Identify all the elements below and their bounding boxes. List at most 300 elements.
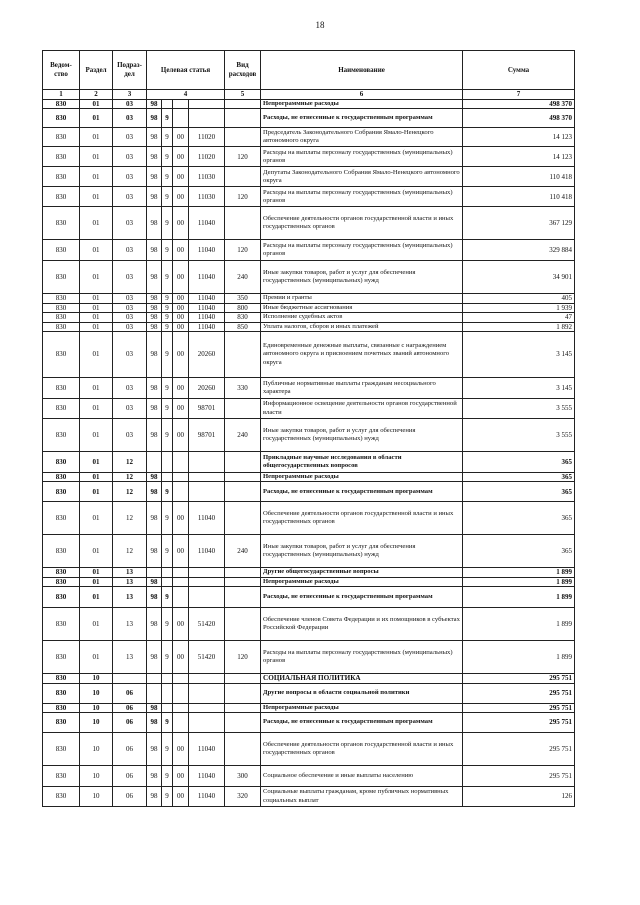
cell-program: 98 xyxy=(147,641,162,674)
cell-direction xyxy=(173,452,189,473)
cell-program: 98 xyxy=(147,100,162,109)
cell-subsection: 13 xyxy=(113,577,147,586)
cell-subprogram: 9 xyxy=(162,128,173,147)
cell-direction: 00 xyxy=(173,167,189,187)
col-number: 5 xyxy=(225,90,261,100)
cell-subprogram: 9 xyxy=(162,399,173,419)
cell-exp-type: 850 xyxy=(225,322,261,331)
cell-target-code: 20260 xyxy=(189,378,225,399)
cell-exp-type xyxy=(225,713,261,733)
cell-dept: 830 xyxy=(43,240,80,261)
cell-subprogram: 9 xyxy=(162,303,173,312)
cell-sum: 1 899 xyxy=(463,608,575,641)
cell-direction: 00 xyxy=(173,608,189,641)
cell-exp-type: 830 xyxy=(225,313,261,322)
cell-direction: 00 xyxy=(173,240,189,261)
cell-exp-type: 240 xyxy=(225,261,261,294)
cell-exp-type xyxy=(225,452,261,473)
cell-section: 01 xyxy=(80,608,113,641)
cell-program: 98 xyxy=(147,128,162,147)
cell-name: Уплата налогов, сборов и иных платежей xyxy=(261,322,463,331)
cell-sum: 498 370 xyxy=(463,109,575,128)
table-row xyxy=(43,167,575,187)
table-row xyxy=(43,187,575,207)
cell-sum: 126 xyxy=(463,787,575,807)
cell-target-code xyxy=(189,473,225,482)
cell-exp-type xyxy=(225,608,261,641)
cell-target-code: 11040 xyxy=(189,294,225,303)
cell-dept: 830 xyxy=(43,332,80,378)
cell-subsection: 13 xyxy=(113,568,147,577)
cell-sum: 14 123 xyxy=(463,147,575,167)
cell-exp-type xyxy=(225,100,261,109)
cell-dept: 830 xyxy=(43,674,80,683)
table-row xyxy=(43,109,575,128)
cell-target-code: 11040 xyxy=(189,261,225,294)
cell-name: Иные закупки товаров, работ и услуг для обеспечения государственных (муниципальных) нужд xyxy=(261,535,463,568)
cell-target-code: 51420 xyxy=(189,608,225,641)
cell-dept: 830 xyxy=(43,378,80,399)
cell-program xyxy=(147,674,162,683)
cell-dept: 830 xyxy=(43,608,80,641)
cell-program xyxy=(147,683,162,703)
cell-name: Расходы, не отнесенные к государственным программам xyxy=(261,713,463,733)
cell-sum: 1 899 xyxy=(463,577,575,586)
cell-sum: 1 939 xyxy=(463,303,575,312)
cell-target-code: 11020 xyxy=(189,147,225,167)
cell-target-code: 11040 xyxy=(189,787,225,807)
table-row xyxy=(43,100,575,109)
cell-section: 01 xyxy=(80,128,113,147)
cell-name: Иные закупки товаров, работ и услуг для обеспечения государственных (муниципальных) нужд xyxy=(261,261,463,294)
cell-subprogram: 9 xyxy=(162,207,173,240)
table-row xyxy=(43,713,575,733)
table-row xyxy=(43,587,575,608)
cell-subprogram: 9 xyxy=(162,261,173,294)
cell-subsection: 06 xyxy=(113,683,147,703)
col-number: 6 xyxy=(261,90,463,100)
cell-subprogram: 9 xyxy=(162,378,173,399)
cell-program: 98 xyxy=(147,303,162,312)
cell-subprogram: 9 xyxy=(162,109,173,128)
cell-dept: 830 xyxy=(43,128,80,147)
cell-program: 98 xyxy=(147,703,162,712)
header-section: Раздел xyxy=(80,51,113,90)
cell-name: Расходы, не отнесенные к государственным программам xyxy=(261,482,463,502)
cell-name: Расходы на выплаты персоналу государственных (муниципальных) органов xyxy=(261,641,463,674)
cell-subsection: 03 xyxy=(113,128,147,147)
cell-subprogram: 9 xyxy=(162,167,173,187)
cell-direction: 00 xyxy=(173,147,189,167)
cell-subsection: 12 xyxy=(113,473,147,482)
cell-subprogram: 9 xyxy=(162,313,173,322)
cell-target-code: 11040 xyxy=(189,535,225,568)
cell-direction: 00 xyxy=(173,399,189,419)
header-target: Целевая статья xyxy=(147,51,225,90)
cell-subsection: 03 xyxy=(113,100,147,109)
cell-name: Обеспечение деятельности органов государственной власти и иных государственных органов xyxy=(261,207,463,240)
cell-subprogram: 9 xyxy=(162,240,173,261)
cell-program: 98 xyxy=(147,787,162,807)
cell-subprogram xyxy=(162,683,173,703)
table-row xyxy=(43,502,575,535)
cell-dept: 830 xyxy=(43,713,80,733)
cell-exp-type xyxy=(225,207,261,240)
cell-section: 01 xyxy=(80,294,113,303)
cell-dept: 830 xyxy=(43,109,80,128)
cell-subsection: 03 xyxy=(113,419,147,452)
cell-subprogram: 9 xyxy=(162,332,173,378)
table-row xyxy=(43,294,575,303)
cell-target-code: 51420 xyxy=(189,641,225,674)
cell-sum: 1 899 xyxy=(463,641,575,674)
header-exp-type: Вид расходов xyxy=(225,51,261,90)
cell-target-code: 11040 xyxy=(189,240,225,261)
cell-name: Информационное освещение деятельности органов государственной власти xyxy=(261,399,463,419)
cell-exp-type xyxy=(225,482,261,502)
cell-section: 01 xyxy=(80,482,113,502)
cell-direction: 00 xyxy=(173,207,189,240)
cell-section: 01 xyxy=(80,109,113,128)
cell-exp-type xyxy=(225,683,261,703)
table-row xyxy=(43,568,575,577)
cell-program: 98 xyxy=(147,240,162,261)
cell-dept: 830 xyxy=(43,703,80,712)
cell-name: Другие общегосударственные вопросы xyxy=(261,568,463,577)
cell-subprogram xyxy=(162,473,173,482)
table-row xyxy=(43,787,575,807)
cell-sum: 34 901 xyxy=(463,261,575,294)
cell-program: 98 xyxy=(147,294,162,303)
cell-exp-type xyxy=(225,128,261,147)
cell-direction xyxy=(173,683,189,703)
cell-dept: 830 xyxy=(43,733,80,766)
cell-program: 98 xyxy=(147,766,162,787)
cell-name: Премии и гранты xyxy=(261,294,463,303)
cell-direction: 00 xyxy=(173,187,189,207)
cell-section: 01 xyxy=(80,577,113,586)
cell-subprogram xyxy=(162,703,173,712)
cell-direction xyxy=(173,568,189,577)
cell-exp-type: 800 xyxy=(225,303,261,312)
cell-dept: 830 xyxy=(43,313,80,322)
cell-section: 10 xyxy=(80,703,113,712)
cell-program: 98 xyxy=(147,473,162,482)
cell-program: 98 xyxy=(147,378,162,399)
cell-name: Расходы на выплаты персоналу государственных (муниципальных) органов xyxy=(261,147,463,167)
table-row xyxy=(43,452,575,473)
cell-target-code xyxy=(189,100,225,109)
cell-direction: 00 xyxy=(173,378,189,399)
cell-direction: 00 xyxy=(173,641,189,674)
cell-section: 01 xyxy=(80,303,113,312)
cell-exp-type xyxy=(225,587,261,608)
cell-section: 10 xyxy=(80,787,113,807)
cell-subprogram xyxy=(162,100,173,109)
cell-target-code: 11040 xyxy=(189,766,225,787)
cell-direction: 00 xyxy=(173,294,189,303)
cell-sum: 367 129 xyxy=(463,207,575,240)
cell-subsection: 03 xyxy=(113,207,147,240)
cell-sum: 295 751 xyxy=(463,713,575,733)
cell-subsection: 03 xyxy=(113,167,147,187)
cell-name: Непрограммные расходы xyxy=(261,577,463,586)
cell-subprogram: 9 xyxy=(162,713,173,733)
cell-dept: 830 xyxy=(43,100,80,109)
cell-program: 98 xyxy=(147,261,162,294)
cell-dept: 830 xyxy=(43,766,80,787)
table-row xyxy=(43,482,575,502)
cell-target-code: 98701 xyxy=(189,419,225,452)
cell-program: 98 xyxy=(147,419,162,452)
cell-subsection: 12 xyxy=(113,535,147,568)
cell-dept: 830 xyxy=(43,419,80,452)
cell-section: 10 xyxy=(80,683,113,703)
table-row xyxy=(43,419,575,452)
cell-sum: 3 555 xyxy=(463,399,575,419)
table-row xyxy=(43,207,575,240)
cell-section: 01 xyxy=(80,399,113,419)
cell-name: Исполнение судебных актов xyxy=(261,313,463,322)
table-row xyxy=(43,683,575,703)
cell-section: 10 xyxy=(80,733,113,766)
cell-sum: 1 899 xyxy=(463,587,575,608)
cell-section: 01 xyxy=(80,100,113,109)
table-row xyxy=(43,733,575,766)
cell-section: 01 xyxy=(80,419,113,452)
cell-subprogram: 9 xyxy=(162,535,173,568)
cell-exp-type xyxy=(225,332,261,378)
cell-section: 01 xyxy=(80,207,113,240)
cell-exp-type: 120 xyxy=(225,147,261,167)
cell-subprogram: 9 xyxy=(162,641,173,674)
cell-exp-type: 120 xyxy=(225,187,261,207)
cell-program: 98 xyxy=(147,399,162,419)
cell-subprogram xyxy=(162,452,173,473)
cell-exp-type xyxy=(225,167,261,187)
cell-target-code: 11020 xyxy=(189,128,225,147)
cell-section: 01 xyxy=(80,187,113,207)
cell-program: 98 xyxy=(147,332,162,378)
cell-subprogram: 9 xyxy=(162,322,173,331)
table-row xyxy=(43,608,575,641)
cell-direction xyxy=(173,587,189,608)
cell-exp-type: 240 xyxy=(225,535,261,568)
cell-dept: 830 xyxy=(43,452,80,473)
cell-subprogram xyxy=(162,674,173,683)
table-row xyxy=(43,378,575,399)
cell-target-code xyxy=(189,713,225,733)
cell-section: 10 xyxy=(80,674,113,683)
cell-exp-type: 330 xyxy=(225,378,261,399)
table-row xyxy=(43,577,575,586)
cell-name: Непрограммные расходы xyxy=(261,100,463,109)
cell-target-code xyxy=(189,703,225,712)
cell-target-code: 11030 xyxy=(189,187,225,207)
cell-subsection: 03 xyxy=(113,147,147,167)
cell-sum: 14 123 xyxy=(463,128,575,147)
cell-program: 98 xyxy=(147,313,162,322)
cell-direction: 00 xyxy=(173,502,189,535)
cell-subsection: 06 xyxy=(113,733,147,766)
cell-program: 98 xyxy=(147,109,162,128)
cell-dept: 830 xyxy=(43,473,80,482)
cell-name: Социальные выплаты гражданам, кроме публичных нормативных социальных выплат xyxy=(261,787,463,807)
cell-dept: 830 xyxy=(43,683,80,703)
cell-program: 98 xyxy=(147,187,162,207)
cell-exp-type: 300 xyxy=(225,766,261,787)
cell-subprogram: 9 xyxy=(162,787,173,807)
cell-subsection: 12 xyxy=(113,452,147,473)
cell-subsection: 12 xyxy=(113,482,147,502)
cell-subsection: 13 xyxy=(113,608,147,641)
cell-sum: 365 xyxy=(463,473,575,482)
cell-target-code xyxy=(189,577,225,586)
budget-table xyxy=(42,50,575,807)
cell-section: 01 xyxy=(80,378,113,399)
cell-sum: 295 751 xyxy=(463,674,575,683)
cell-direction: 00 xyxy=(173,787,189,807)
cell-exp-type xyxy=(225,109,261,128)
cell-subsection xyxy=(113,674,147,683)
cell-program: 98 xyxy=(147,535,162,568)
cell-direction: 00 xyxy=(173,733,189,766)
cell-program: 98 xyxy=(147,502,162,535)
cell-sum: 295 751 xyxy=(463,733,575,766)
cell-direction xyxy=(173,109,189,128)
cell-dept: 830 xyxy=(43,167,80,187)
cell-sum: 405 xyxy=(463,294,575,303)
cell-subsection: 06 xyxy=(113,713,147,733)
cell-subprogram: 9 xyxy=(162,294,173,303)
cell-section: 01 xyxy=(80,313,113,322)
cell-dept: 830 xyxy=(43,207,80,240)
cell-section: 01 xyxy=(80,332,113,378)
cell-direction xyxy=(173,482,189,502)
cell-program: 98 xyxy=(147,322,162,331)
cell-exp-type xyxy=(225,473,261,482)
cell-subsection: 13 xyxy=(113,641,147,674)
table-row xyxy=(43,674,575,683)
cell-target-code: 11030 xyxy=(189,167,225,187)
cell-section: 10 xyxy=(80,766,113,787)
cell-name: СОЦИАЛЬНАЯ ПОЛИТИКА xyxy=(261,674,463,683)
cell-sum: 365 xyxy=(463,482,575,502)
cell-target-code xyxy=(189,568,225,577)
cell-exp-type: 120 xyxy=(225,240,261,261)
header-name: Наименование xyxy=(261,51,463,90)
cell-dept: 830 xyxy=(43,322,80,331)
cell-direction: 00 xyxy=(173,261,189,294)
cell-direction: 00 xyxy=(173,419,189,452)
cell-program: 98 xyxy=(147,577,162,586)
cell-program xyxy=(147,452,162,473)
cell-name: Расходы на выплаты персоналу государственных (муниципальных) органов xyxy=(261,240,463,261)
cell-subprogram: 9 xyxy=(162,502,173,535)
cell-section: 01 xyxy=(80,473,113,482)
table-row xyxy=(43,473,575,482)
cell-sum: 3 145 xyxy=(463,332,575,378)
cell-dept: 830 xyxy=(43,502,80,535)
cell-direction: 00 xyxy=(173,128,189,147)
cell-subsection: 06 xyxy=(113,787,147,807)
cell-dept: 830 xyxy=(43,261,80,294)
table-row xyxy=(43,261,575,294)
cell-program: 98 xyxy=(147,587,162,608)
cell-section: 01 xyxy=(80,502,113,535)
cell-subsection: 03 xyxy=(113,378,147,399)
cell-target-code xyxy=(189,587,225,608)
cell-subsection: 06 xyxy=(113,766,147,787)
cell-target-code: 11040 xyxy=(189,303,225,312)
cell-target-code: 98701 xyxy=(189,399,225,419)
table-row xyxy=(43,303,575,312)
cell-section: 01 xyxy=(80,147,113,167)
cell-exp-type xyxy=(225,568,261,577)
cell-exp-type xyxy=(225,399,261,419)
cell-subsection: 03 xyxy=(113,109,147,128)
cell-name: Иные закупки товаров, работ и услуг для обеспечения государственных (муниципальных) нужд xyxy=(261,419,463,452)
cell-section: 01 xyxy=(80,452,113,473)
cell-direction xyxy=(173,703,189,712)
cell-name: Депутаты Законодательного Собрания Ямало-Ненецкого автономного округа xyxy=(261,167,463,187)
cell-target-code: 11040 xyxy=(189,313,225,322)
cell-subprogram: 9 xyxy=(162,419,173,452)
cell-section: 01 xyxy=(80,167,113,187)
cell-sum: 47 xyxy=(463,313,575,322)
cell-dept: 830 xyxy=(43,482,80,502)
cell-subprogram: 9 xyxy=(162,587,173,608)
cell-section: 01 xyxy=(80,641,113,674)
cell-dept: 830 xyxy=(43,587,80,608)
cell-program xyxy=(147,568,162,577)
col-number: 2 xyxy=(80,90,113,100)
cell-sum: 295 751 xyxy=(463,766,575,787)
column-number-row xyxy=(43,90,575,100)
cell-subprogram: 9 xyxy=(162,766,173,787)
cell-name: Непрограммные расходы xyxy=(261,473,463,482)
cell-dept: 830 xyxy=(43,568,80,577)
cell-exp-type: 120 xyxy=(225,641,261,674)
cell-section: 01 xyxy=(80,568,113,577)
cell-program: 98 xyxy=(147,608,162,641)
table-row xyxy=(43,766,575,787)
cell-dept: 830 xyxy=(43,399,80,419)
cell-name: Обеспечение деятельности органов государственной власти и иных государственных органов xyxy=(261,502,463,535)
cell-subsection: 03 xyxy=(113,313,147,322)
cell-direction: 00 xyxy=(173,535,189,568)
cell-subsection: 03 xyxy=(113,399,147,419)
cell-sum: 365 xyxy=(463,452,575,473)
cell-subsection: 03 xyxy=(113,303,147,312)
cell-sum: 3 555 xyxy=(463,419,575,452)
cell-name: Председатель Законодательного Собрания Ямало-Ненецкого автономного округа xyxy=(261,128,463,147)
cell-target-code: 11040 xyxy=(189,733,225,766)
cell-sum: 1 899 xyxy=(463,568,575,577)
cell-exp-type: 320 xyxy=(225,787,261,807)
cell-sum: 3 145 xyxy=(463,378,575,399)
cell-subsection: 03 xyxy=(113,240,147,261)
cell-program: 98 xyxy=(147,207,162,240)
header-sum: Сумма xyxy=(463,51,575,90)
cell-direction xyxy=(173,473,189,482)
cell-dept: 830 xyxy=(43,187,80,207)
cell-section: 10 xyxy=(80,713,113,733)
cell-target-code: 11040 xyxy=(189,322,225,331)
cell-name: Прикладные научные исследования в области общегосударственных вопросов xyxy=(261,452,463,473)
cell-exp-type: 350 xyxy=(225,294,261,303)
cell-sum: 498 370 xyxy=(463,100,575,109)
